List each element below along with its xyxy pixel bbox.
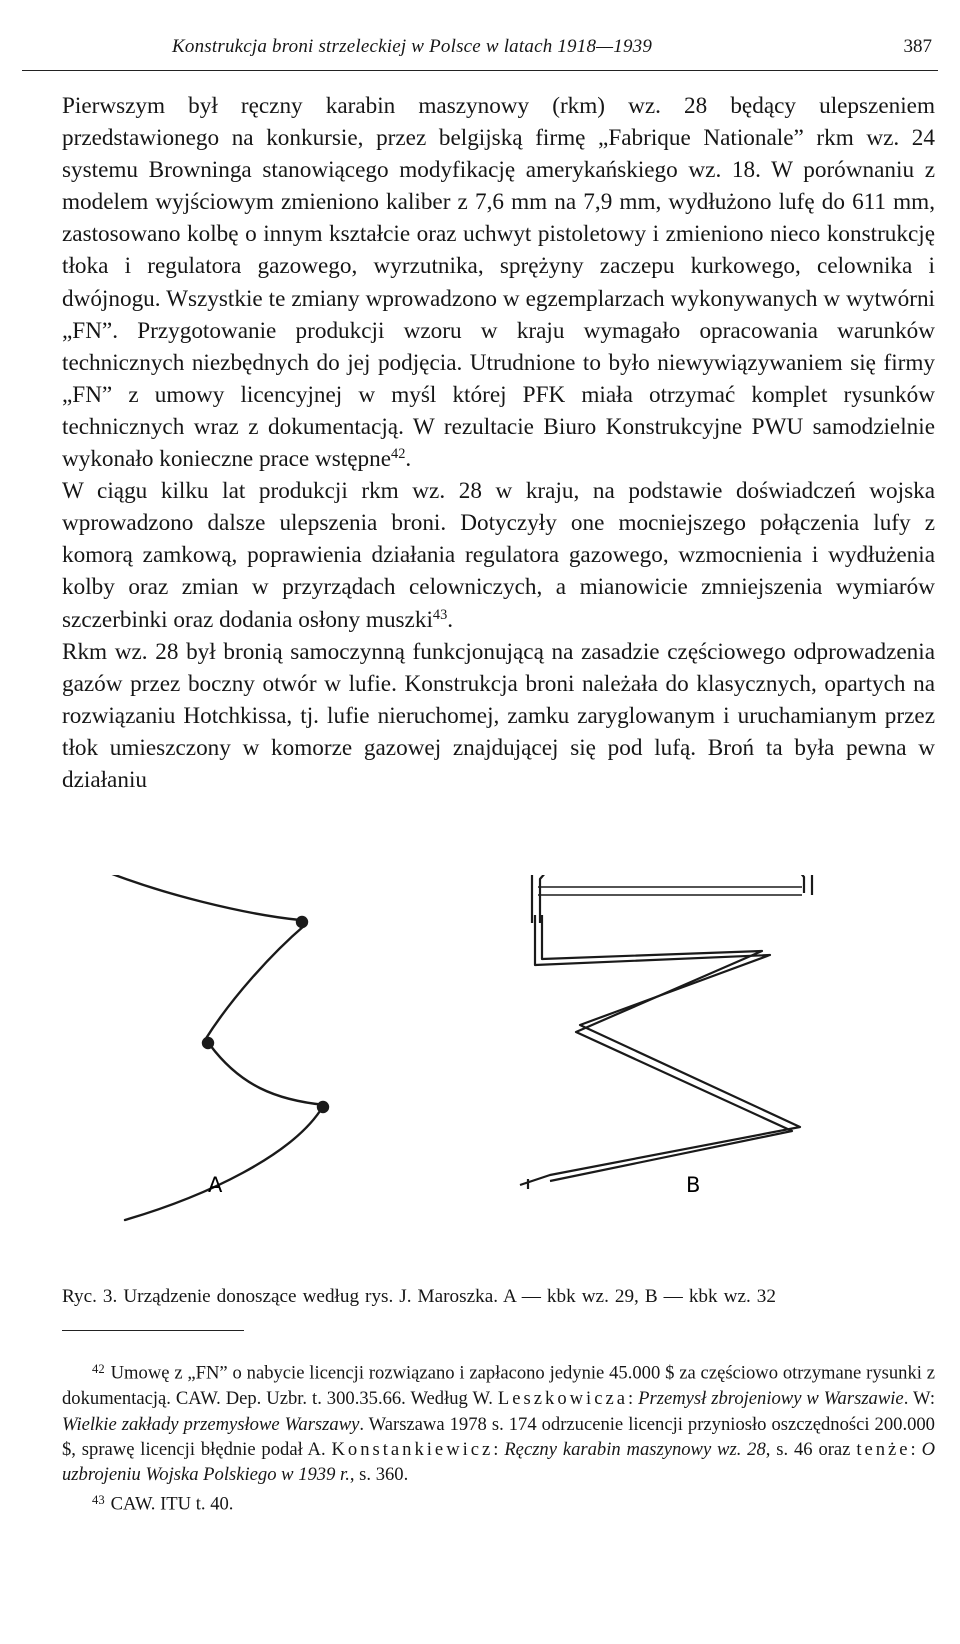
- drawing-b: [520, 875, 812, 1189]
- footnote-text: . Warszawa 1978 s. 174 odrzucenie licencji przyniosło oszczędności 200.000 $, sprawę licencji błędnie podał A.: [62, 1413, 935, 1460]
- page-number: 387: [903, 36, 932, 57]
- drawing-a: [90, 875, 328, 1220]
- footnote-text: :: [493, 1438, 499, 1460]
- spring-drawings: [80, 875, 920, 1255]
- footnote-42: [62, 1357, 935, 1488]
- paragraph-text: Rkm wz. 28 był bronią samoczynną funkcjonującą na zasadzie częściowego odprowadzenia gazów przez boczny otwór w lufie. Konstrukcja broni należała do klasycznych, opartych na rozwiązaniu Hotchkissa, tj. lufie nieruchomej, zamku zaryglowanym i uruchamianym przez tłok umieszczony w komorze gazowej znajdującej się pod lufą. Broń ta była pewna w działaniu: [62, 638, 935, 793]
- main-text: [62, 90, 935, 796]
- paragraph-text: Pierwszym był ręczny karabin maszynowy (rkm) wz. 28 będący ulepszeniem przedstawionego na konkursie, przez belgijską firmę „Fabrique Nationale” rkm wz. 24 systemu Browninga stanowiącego modyfikację amerykańskiego wz. 18. W porównaniu z modelem wyjściowym zmieniono kaliber z 7,6 mm na 7,9 mm, wydłużono lufę do 611 mm, zastosowano kolbę o innym kształcie oraz uchwyt pistoletowy i zmieniono nieco konstrukcję tłoka i regulatora gazowego, wyrzutnika, sprężyny zaczepu kurkowego, celownika i dwójnogu. Wszystkie te zmiany wprowadzono w egzemplarzach wykonywanych w wytwórni „FN”. Przygotowanie produkcji wzoru w kraju wymagało opracowania warunków technicznych niezbędnych do jej podjęcia. Utrudnione to było niewywiązywaniem się firmy „FN” z umowy licencyjnej w myśl której PFK miała otrzymać komplet rysunków technicznych wraz z dokumentacją. W rezultacie Biuro Konstrukcyjne PWU samodzielnie wykonało konieczne prace wstępne: [62, 93, 935, 473]
- figure-feeder-springs: [80, 875, 920, 1255]
- footnote-text: CAW. ITU t. 40.: [110, 1493, 234, 1515]
- figure-label-b: B: [686, 1173, 701, 1197]
- footnote-43: [62, 1488, 935, 1517]
- footnote-text: , s. 360.: [349, 1464, 409, 1486]
- footnote-text: Umowę z „FN” o nabycie licencji rozwiązano i zapłacono jedynie 45.000 $ za częściowo otrzymane rysunki z dokumentacją. CAW. Dep. Uzbr. t. 300.35.66. Według W.: [62, 1362, 935, 1410]
- footnote-title: O uzbrojeniu Wojska Polskiego w 1939 r.: [62, 1438, 936, 1486]
- paragraph-text: W ciągu kilku lat produkcji rkm wz. 28 w kraju, na podstawie doświadczeń wojska wprowadzono dalsze ulepszenia broni. Dotyczyły one mocniejszego połączenia lufy z komorą zamkową, poprawienia działania regulatora gazowego, wzmocnienia i wydłużenia kolby oraz zmian w przyrządach celowniczych, a mianowicie zmniejszenia wymiarów szczerbinki oraz dodania osłony muszki: [62, 478, 935, 633]
- footnote-ref: 42: [391, 446, 406, 463]
- footnote-author: tenże: [856, 1438, 911, 1460]
- footnote-title: Przemysł zbrojeniowy w Warszawie: [638, 1388, 904, 1410]
- footnote-text: , s. 46 oraz: [765, 1438, 851, 1460]
- figure-label-a: A: [208, 1173, 223, 1197]
- footnote-number: 42: [92, 1362, 105, 1376]
- footnote-text: . W:: [903, 1388, 935, 1410]
- figure-caption: Ryc. 3. Urządzenie donoszące według rys. J. Maroszka. A — kbk wz. 29, B — kbk wz. 32: [62, 1286, 776, 1307]
- paragraph: [62, 636, 935, 796]
- footnote-rule: [62, 1330, 244, 1331]
- footnote-author: Leszkowicza: [497, 1388, 628, 1410]
- footnote-text: :: [627, 1388, 634, 1410]
- footnote-number: 43: [92, 1492, 105, 1507]
- footnote-title: Wielkie zakłady przemysłowe Warszawy: [62, 1413, 360, 1435]
- footnote-author: Konstankiewicz: [331, 1438, 494, 1460]
- paragraph: [62, 475, 935, 635]
- paragraph: [62, 90, 935, 475]
- paragraph-end: .: [405, 446, 412, 473]
- paragraph-end: .: [447, 606, 454, 633]
- footnote-ref: 43: [432, 606, 448, 623]
- footnotes: [62, 1357, 935, 1517]
- footnote-title: Ręczny karabin maszynowy wz. 28: [504, 1438, 766, 1460]
- footnote-text: :: [910, 1438, 916, 1460]
- running-title: Konstrukcja broni strzeleckiej w Polsce w latach 1918—1939: [172, 36, 653, 57]
- running-header: [22, 32, 938, 71]
